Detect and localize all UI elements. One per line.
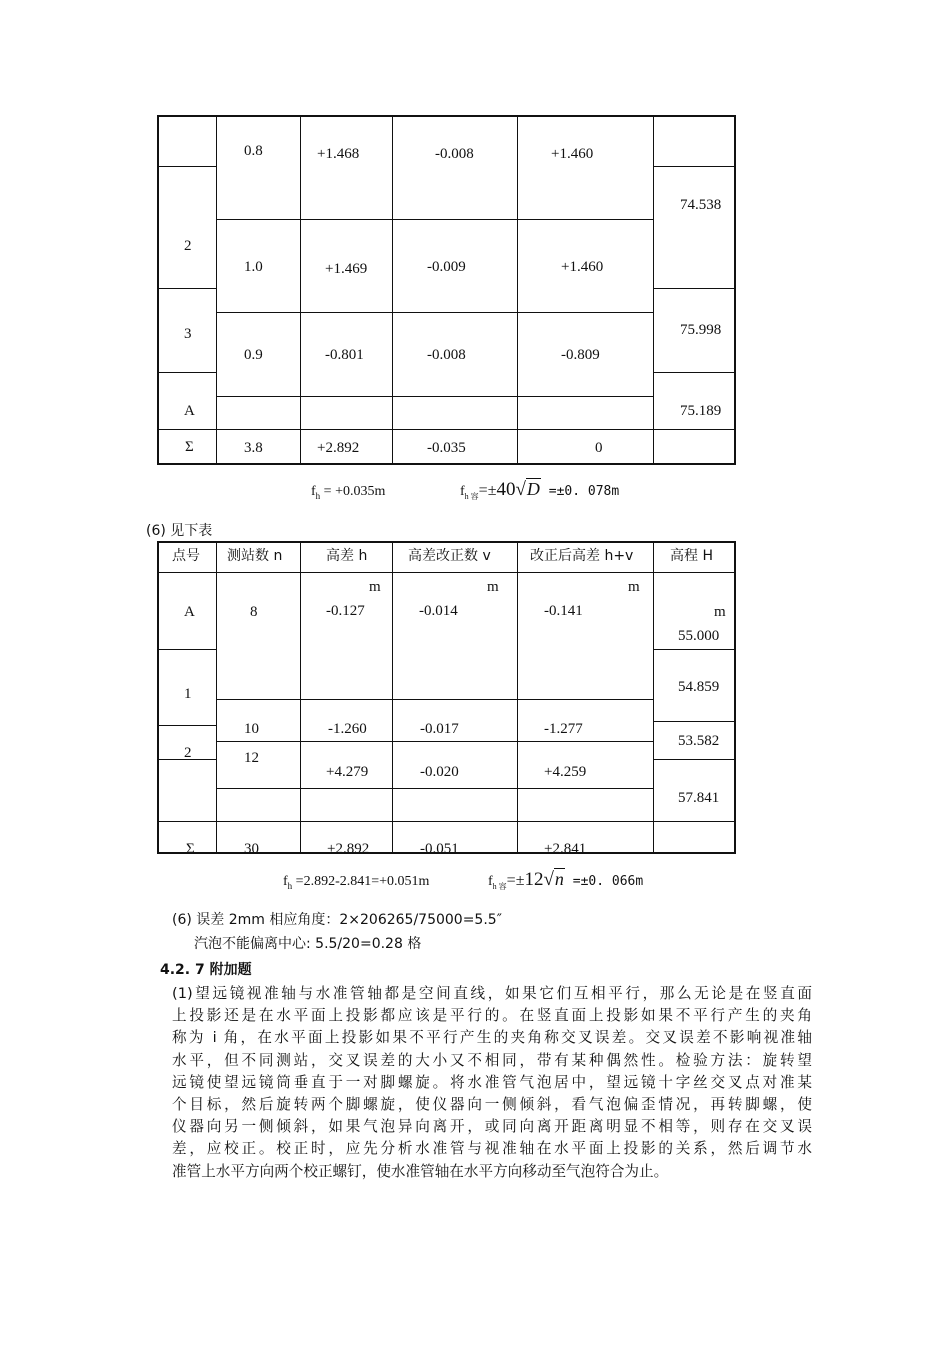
- table-cell: +1.460: [551, 146, 594, 162]
- table-sum-row: [159, 822, 734, 852]
- table-border: [653, 649, 735, 650]
- column-header: 高差改正数 v: [408, 548, 491, 564]
- table-border: [653, 541, 654, 854]
- error-line: 汽泡不能偏离中心: 5.5/20=0.28 格: [194, 936, 422, 952]
- table-cell: -0.008: [427, 347, 466, 363]
- table-cell: -0.141: [544, 603, 583, 619]
- formula-text: f: [283, 874, 288, 889]
- paragraph-line: 个目标，然后旋转两个脚螺旋，使仪器向一侧倾斜，看气泡偏歪情况，再转脚螺，使: [172, 1096, 812, 1114]
- formula-text: 40: [496, 479, 516, 500]
- table-border: [653, 721, 735, 722]
- table-border: [392, 115, 393, 465]
- table-cell: +1.460: [561, 259, 604, 275]
- table-border: [157, 649, 217, 650]
- table-border: [157, 541, 736, 543]
- formula-text: =±0. 066m: [564, 874, 644, 889]
- table-border: [300, 541, 301, 854]
- table-cell: 55.000: [678, 628, 720, 644]
- table-cell: Σ: [186, 841, 195, 852]
- table-cell: 12: [244, 750, 259, 766]
- formula-text: D: [526, 479, 540, 499]
- table-border: [517, 541, 518, 854]
- table-border: [157, 463, 736, 465]
- table-border: [653, 759, 735, 760]
- table-border: [157, 541, 159, 854]
- paragraph-line: 上投影还是在水平面上投影都应该是平行的。在竖直面上投影如果不平行产生的夹角: [172, 1007, 812, 1025]
- table-cell: -0.017: [420, 721, 459, 737]
- table-cell: 1: [184, 686, 192, 702]
- table-cell: -0.035: [427, 440, 466, 456]
- column-header: 点号: [172, 548, 200, 564]
- table-cell: 30: [244, 841, 259, 852]
- table-cell: +2.892: [317, 440, 360, 456]
- table-cell: +1.469: [325, 261, 368, 277]
- unit-label: m: [628, 579, 640, 595]
- table-cell-clip: [178, 741, 208, 759]
- table-cell: 3.8: [244, 440, 263, 456]
- table-cell: 75.189: [680, 403, 722, 419]
- table-cell: 8: [250, 604, 258, 620]
- formula-text: =2.892-2.841=+0.051m: [292, 874, 430, 889]
- table-cell: -0.014: [419, 603, 458, 619]
- table-cell: 0.8: [244, 143, 263, 159]
- table-cell: -0.127: [326, 603, 365, 619]
- column-header: 改正后高差 h+v: [530, 548, 634, 564]
- table-cell: +2.841: [544, 841, 587, 852]
- table-border: [517, 115, 518, 465]
- table-cell: 2: [184, 238, 192, 254]
- table-cell: -0.809: [561, 347, 600, 363]
- table-border: [392, 541, 393, 854]
- table-border: [157, 725, 217, 726]
- table-cell: m: [714, 604, 726, 620]
- table-cell: +2.892: [327, 841, 370, 852]
- closure-limit-formula-1: [460, 479, 619, 502]
- formula-text: h: [315, 490, 321, 501]
- closure-formula-1: [311, 484, 385, 501]
- table-cell: 53.582: [678, 733, 720, 749]
- formula-text: f: [311, 484, 316, 499]
- paragraph-line: 仪器向另一侧倾斜，如果气泡异向离开，或同向离开距离明显不相等，则存在交叉误: [172, 1118, 812, 1136]
- table-cell: A: [184, 403, 195, 419]
- formula-text: = +0.035m: [320, 484, 386, 499]
- table-border: [157, 759, 217, 760]
- table-border: [734, 115, 736, 465]
- table-border: [157, 372, 217, 373]
- table-border: [300, 115, 301, 465]
- error-line: (6) 误差 2mm 相应角度：2×206265/75000=5.5″: [172, 912, 502, 928]
- table-cell: -0.801: [325, 347, 364, 363]
- table-cell: -0.009: [427, 259, 466, 275]
- table-border: [216, 541, 217, 854]
- table-cell: 74.538: [680, 197, 722, 213]
- table-border: [216, 396, 654, 397]
- table-cell: 10: [244, 721, 259, 737]
- formula-text: h 容: [492, 881, 507, 891]
- formula-text: =±: [478, 482, 497, 499]
- table-border: [653, 288, 735, 289]
- table-border: [653, 166, 735, 167]
- formula-text: =±0. 078m: [540, 484, 620, 499]
- closure-limit-formula-2: [488, 869, 643, 892]
- table-cell: 3: [184, 326, 192, 342]
- body-paragraph: [172, 983, 812, 1183]
- paragraph-line: 准管上水平方向两个校正螺钉，使水准管轴在水平方向移动至气泡符合为止。: [172, 1162, 669, 1180]
- section-title: (6) 见下表: [146, 523, 213, 539]
- unit-label: m: [369, 579, 381, 595]
- column-header: 高差 h: [326, 548, 368, 564]
- table-border: [157, 166, 217, 167]
- sqrt-icon: √: [515, 479, 526, 500]
- table-border: [157, 572, 736, 573]
- paragraph-line: 远镜使望远镜筒垂直于一对脚螺旋。将水准管气泡居中，望远镜十字丝交叉点对准某: [172, 1073, 812, 1091]
- table-cell: -1.260: [328, 721, 367, 737]
- table-cell: -0.051: [420, 841, 459, 852]
- section-heading: 4.2. 7 附加题: [160, 962, 252, 978]
- table-cell: 0.9: [244, 347, 263, 363]
- table-cell: 2: [184, 745, 192, 759]
- formula-text: h 容: [464, 491, 479, 501]
- table-cell: 1.0: [244, 259, 263, 275]
- formula-text: f: [460, 484, 465, 499]
- table-cell: +1.468: [317, 146, 360, 162]
- sqrt-icon: √: [543, 869, 554, 890]
- table-cell: +4.279: [326, 764, 369, 780]
- formula-text: h: [287, 880, 293, 891]
- table-border: [216, 788, 654, 789]
- table-border: [157, 288, 217, 289]
- paragraph-line: 称为 i 角，在水平面上投影如果不平行产生的夹角称交叉误差。交叉误差不影响视准轴: [172, 1029, 812, 1047]
- table-border: [216, 115, 217, 465]
- table-cell: -0.020: [420, 764, 459, 780]
- paragraph-line: 差，应校正。校正时，应先分析水准管与视准轴在水平面上投影的关系，然后调节水: [172, 1140, 812, 1158]
- formula-text: 12: [524, 869, 544, 890]
- table-cell: 54.859: [678, 679, 720, 695]
- table-border: [734, 541, 736, 854]
- formula-text: =±: [506, 872, 525, 889]
- table-border: [157, 115, 159, 465]
- table-border: [216, 741, 654, 742]
- paragraph-line: 水平，但不同测站，交叉误差的大小又不相同，带有某种偶然性。检验方法：旋转望: [172, 1051, 812, 1069]
- table-border: [157, 852, 736, 854]
- table-border: [216, 699, 654, 700]
- table-border: [653, 115, 654, 465]
- formula-text: f: [488, 874, 493, 889]
- column-header: 高程 H: [670, 548, 713, 564]
- table-cell: -0.008: [435, 146, 474, 162]
- column-header: 测站数 n: [227, 548, 283, 564]
- table-border: [653, 372, 735, 373]
- table-border: [216, 312, 654, 313]
- table-border: [157, 429, 736, 430]
- table-border: [157, 115, 736, 117]
- table-cell: 0: [595, 440, 603, 456]
- table-cell: A: [184, 604, 195, 620]
- paragraph-line: (1)望远镜视准轴与水准管轴都是空间直线，如果它们互相平行，那么无论是在竖直面: [172, 985, 812, 1002]
- unit-label: m: [487, 579, 499, 595]
- table-cell: Σ: [185, 439, 194, 455]
- table-border: [216, 219, 654, 220]
- closure-formula-2: [283, 874, 429, 891]
- table-cell: +4.259: [544, 764, 587, 780]
- formula-text: n: [554, 869, 564, 889]
- table-cell: 75.998: [680, 322, 722, 338]
- table-cell: -1.277: [544, 721, 583, 737]
- table-cell: 57.841: [678, 790, 720, 806]
